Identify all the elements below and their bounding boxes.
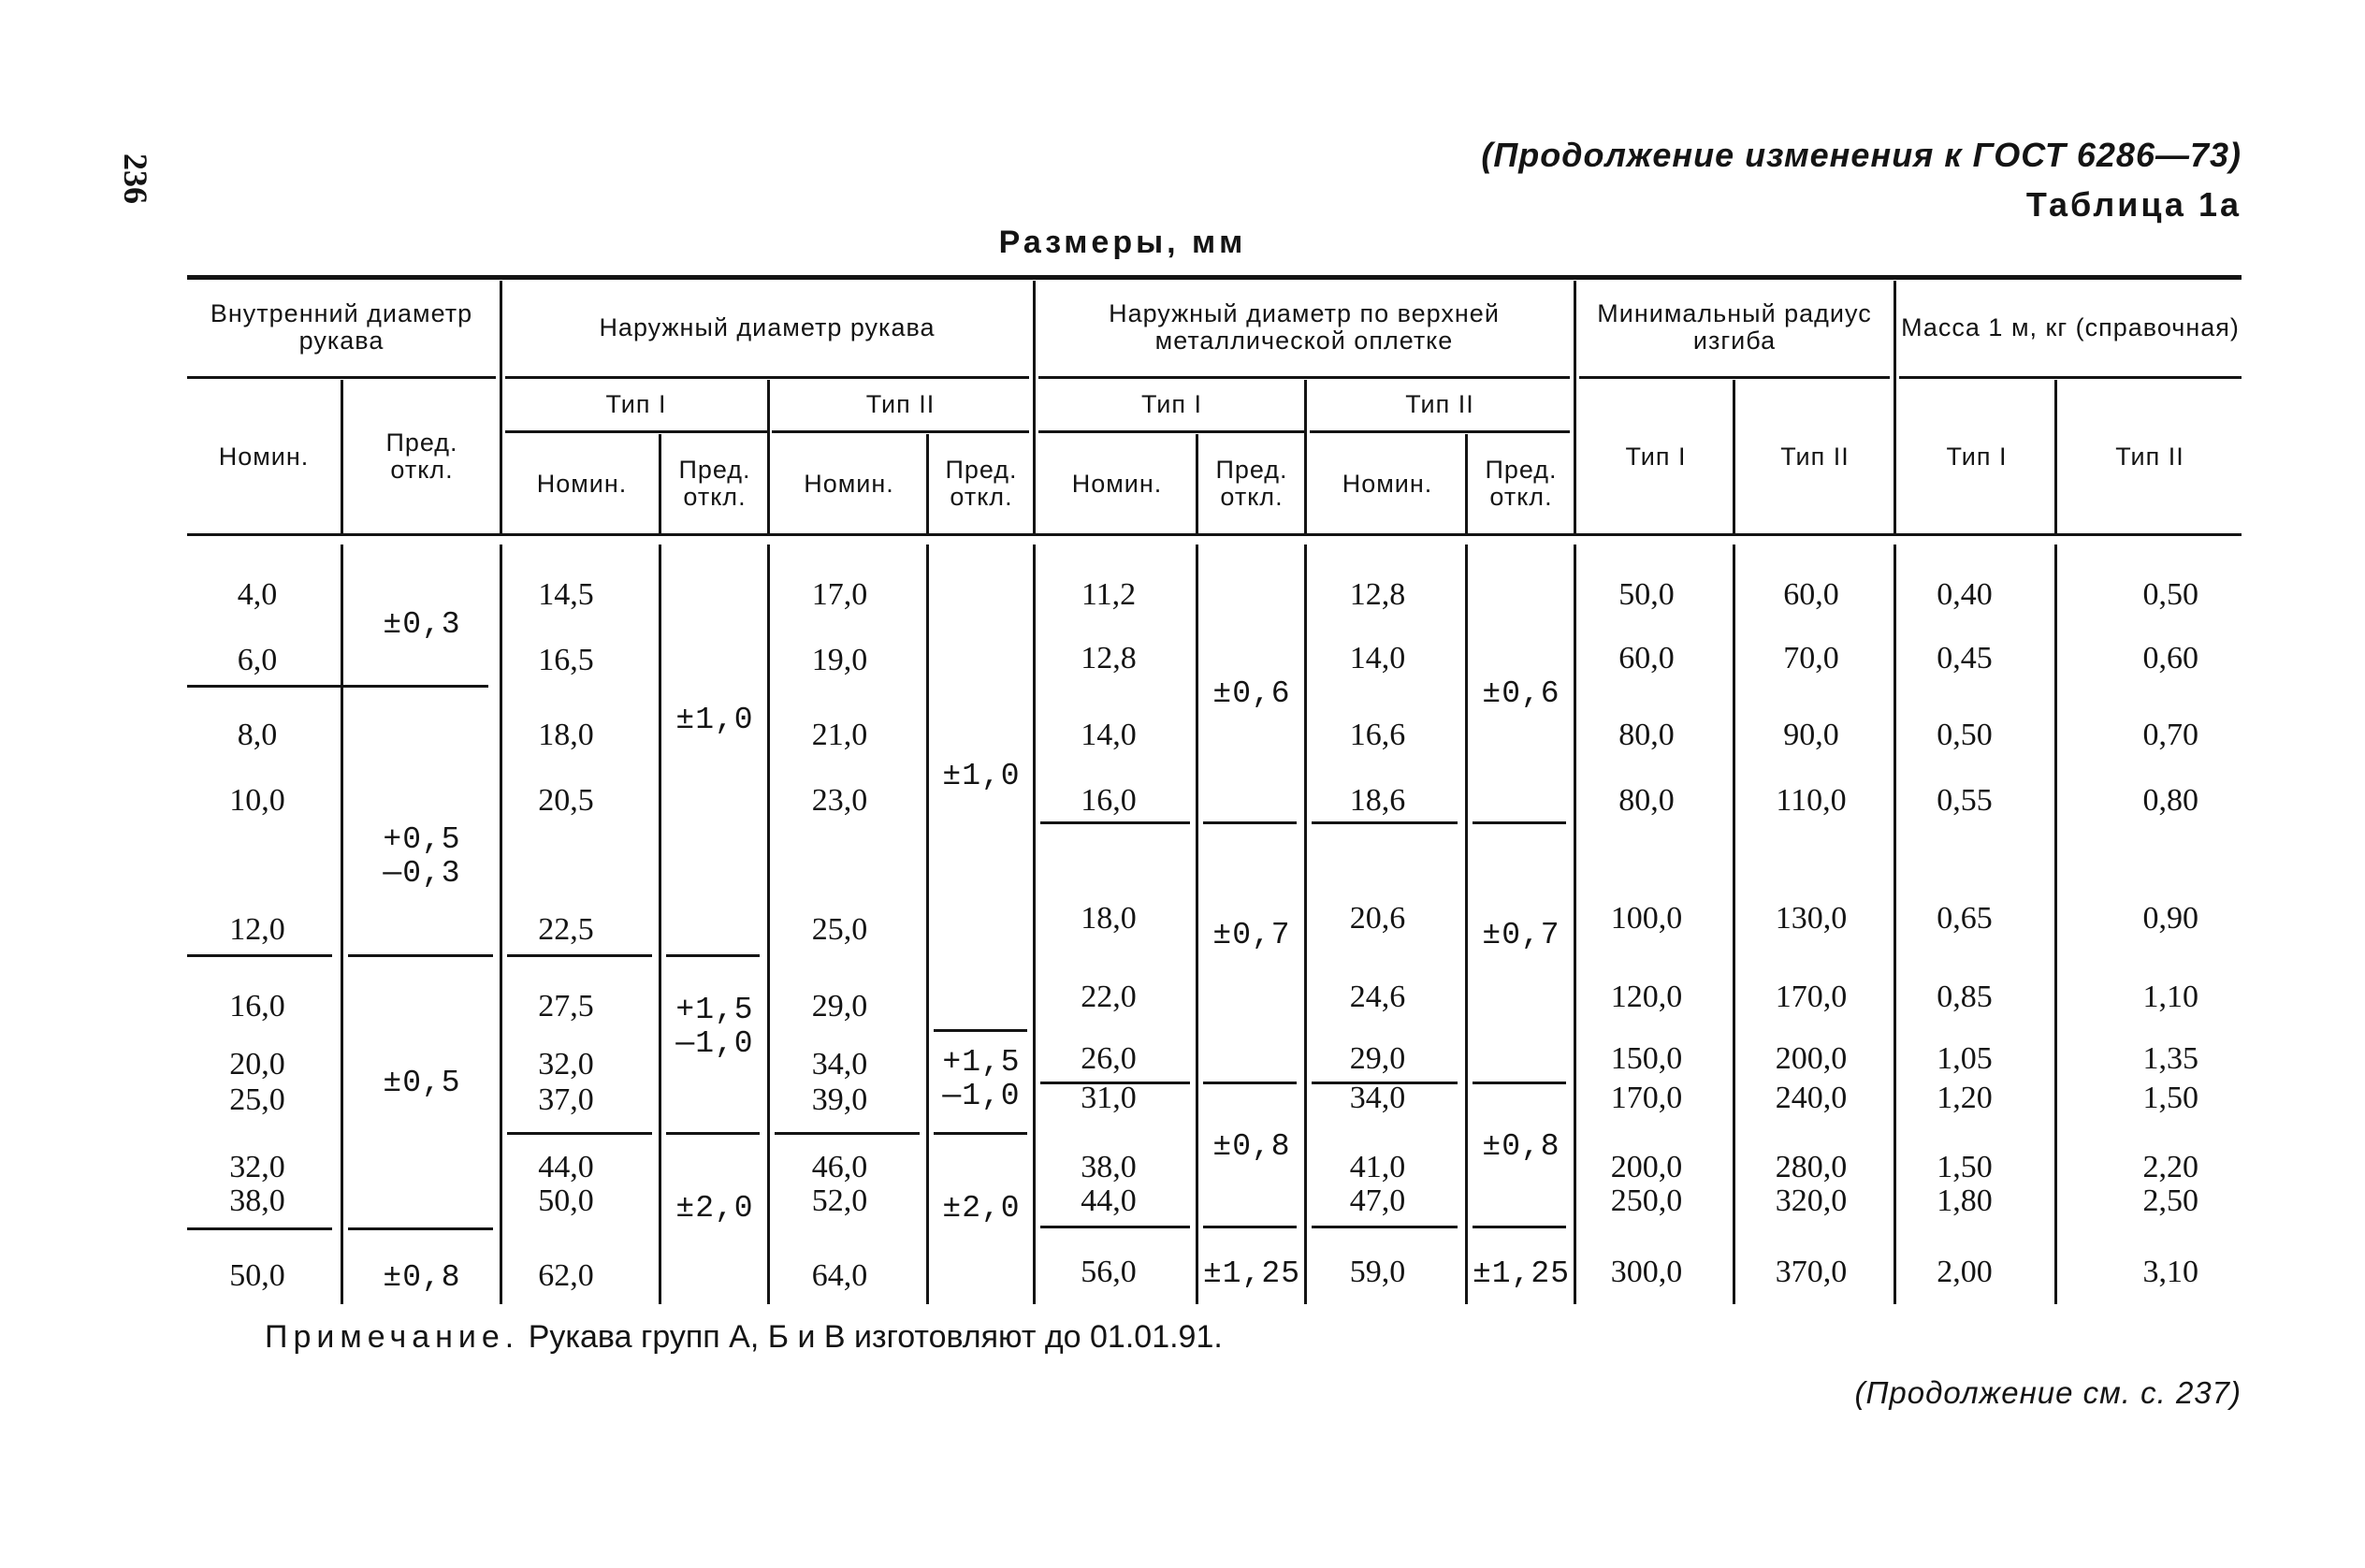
mass-type1-cell: 1,20 [1937, 1081, 1993, 1115]
header-outer1-nomin: Номин. [536, 469, 628, 498]
header-outer-diameter: Наружный диаметр рукава [599, 312, 936, 341]
braid1-nomin-cell: 18,0 [1081, 901, 1137, 936]
outer2-nomin-cell: 39,0 [811, 1082, 868, 1117]
radius-type1-cell: 80,0 [1618, 718, 1675, 752]
outer1-nomin-cell: 50,0 [538, 1183, 594, 1218]
header-radius-type1: Тип I [1625, 442, 1687, 471]
header-radius-type2: Тип II [1780, 442, 1850, 471]
braid2-nomin-cell: 14,0 [1349, 641, 1406, 675]
radius-type2-cell: 240,0 [1775, 1081, 1848, 1115]
header-braid-type2: Тип II [1405, 389, 1474, 418]
mass-type2-cell: 0,80 [2142, 783, 2198, 818]
braid1-nomin-cell: 16,0 [1081, 783, 1137, 818]
outer2-nomin-cell: 34,0 [811, 1047, 868, 1082]
mass-type1-cell: 2,00 [1937, 1255, 1993, 1289]
table-top-rule [187, 275, 2242, 280]
outer1-nomin-cell: 62,0 [538, 1258, 594, 1293]
header-braid-type1: Тип I [1140, 389, 1202, 418]
mass-type1-cell: 0,45 [1937, 641, 1993, 675]
outer2-nomin-cell: 17,0 [811, 577, 868, 612]
inner-nomin-cell: 32,0 [229, 1150, 285, 1184]
continuation-title: (Продолжение изменения к ГОСТ 6286—73) [1481, 136, 2242, 174]
braid1-dev-1: ±0,6 [1212, 676, 1291, 711]
braid1-nomin-cell: 14,0 [1081, 718, 1137, 752]
header-rule-braid [1038, 376, 1570, 379]
radius-type2-cell: 90,0 [1783, 718, 1839, 752]
braid2-nomin-cell: 20,6 [1349, 901, 1406, 936]
header-inner-diameter: Внутренний диаметр рукава [210, 299, 473, 355]
header-braid1-nomin: Номин. [1071, 469, 1163, 498]
mass-type2-cell: 1,50 [2142, 1081, 2198, 1115]
braid1-nomin-cell: 12,8 [1081, 641, 1137, 675]
braid1-nomin-cell: 26,0 [1081, 1041, 1137, 1076]
note-text: Рукава групп А, Б и В изготовляют до 01.01.91. [519, 1319, 1223, 1355]
braid2-dev-4: ±1,25 [1472, 1256, 1571, 1291]
inner-dev-2: +0,5 —0,3 [383, 822, 461, 891]
header-mass-type2: Тип II [2115, 442, 2184, 471]
mass-type2-cell: 2,50 [2142, 1183, 2198, 1218]
radius-type2-cell: 60,0 [1783, 577, 1839, 612]
outer1-nomin-cell: 32,0 [538, 1047, 594, 1082]
header-outer1-dev: Пред. откл. [678, 456, 751, 511]
mass-type2-cell: 1,35 [2142, 1041, 2198, 1076]
outer2-dev-3: ±2,0 [942, 1191, 1021, 1226]
radius-type1-cell: 250,0 [1610, 1183, 1683, 1218]
header-rule-outer [505, 376, 1029, 379]
outer2-nomin-cell: 46,0 [811, 1150, 868, 1184]
outer1-nomin-cell: 14,5 [538, 577, 594, 612]
table-label: Таблица 1а [2025, 185, 2242, 224]
braid1-nomin-cell: 44,0 [1081, 1183, 1137, 1218]
outer1-nomin-cell: 16,5 [538, 643, 594, 677]
radius-type1-cell: 170,0 [1610, 1081, 1683, 1115]
braid1-nomin-cell: 38,0 [1081, 1150, 1137, 1184]
page-number: 236 [117, 153, 154, 204]
inner-dev-1: ±0,3 [383, 607, 461, 642]
inner-nomin-cell: 10,0 [229, 783, 285, 818]
header-outer2-nomin: Номин. [804, 469, 894, 498]
braid2-nomin-cell: 12,8 [1349, 577, 1406, 612]
header-rule-braid-t2 [1310, 430, 1570, 433]
inner-nomin-cell: 12,0 [229, 912, 285, 947]
outer1-nomin-cell: 27,5 [538, 989, 594, 1024]
header-rule-radius [1579, 376, 1890, 379]
braid2-nomin-cell: 34,0 [1349, 1081, 1406, 1115]
continuation-see: (Продолжение см. с. 237) [1854, 1375, 2242, 1410]
braid2-dev-3: ±0,8 [1482, 1129, 1560, 1164]
outer2-nomin-cell: 52,0 [811, 1183, 868, 1218]
header-rule-braid-t1 [1038, 430, 1305, 433]
radius-type2-cell: 110,0 [1776, 783, 1847, 818]
outer1-dev-2: +1,5 —1,0 [675, 993, 754, 1061]
outer2-dev-1: ±1,0 [942, 759, 1021, 793]
braid2-nomin-cell: 24,6 [1349, 980, 1406, 1014]
outer2-nomin-cell: 29,0 [811, 989, 868, 1024]
header-outer2-dev: Пред. откл. [945, 456, 1018, 511]
header-rule-outer-t2 [772, 430, 1029, 433]
header-inner-dev: Пред. откл. [385, 428, 458, 484]
braid1-dev-2: ±0,7 [1212, 918, 1291, 952]
mass-type2-cell: 2,20 [2142, 1150, 2198, 1184]
header-outer-type2: Тип II [865, 389, 936, 418]
inner-nomin-cell: 6,0 [237, 643, 278, 677]
radius-type2-cell: 70,0 [1783, 641, 1839, 675]
outer2-nomin-cell: 19,0 [811, 643, 868, 677]
radius-type2-cell: 170,0 [1775, 980, 1848, 1014]
mass-type2-cell: 0,70 [2142, 718, 2198, 752]
radius-type1-cell: 300,0 [1610, 1255, 1683, 1289]
braid2-nomin-cell: 29,0 [1349, 1041, 1406, 1076]
inner-nomin-cell: 16,0 [229, 989, 285, 1024]
braid2-nomin-cell: 18,6 [1349, 783, 1406, 818]
outer2-nomin-cell: 23,0 [811, 783, 868, 818]
braid2-dev-1: ±0,6 [1482, 676, 1560, 711]
mass-type2-cell: 3,10 [2142, 1255, 2198, 1289]
inner-dev-3: ±0,5 [383, 1066, 461, 1100]
header-rule-outer-t1 [505, 430, 767, 433]
mass-type1-cell: 0,65 [1937, 901, 1993, 936]
mass-type2-cell: 0,90 [2142, 901, 2198, 936]
radius-type1-cell: 100,0 [1610, 901, 1683, 936]
inner-nomin-cell: 25,0 [229, 1082, 285, 1117]
braid1-dev-3: ±0,8 [1212, 1129, 1291, 1164]
outer1-nomin-cell: 37,0 [538, 1082, 594, 1117]
radius-type2-cell: 320,0 [1775, 1183, 1848, 1218]
radius-type2-cell: 280,0 [1775, 1150, 1848, 1184]
mass-type1-cell: 0,85 [1937, 980, 1993, 1014]
radius-type1-cell: 60,0 [1618, 641, 1675, 675]
mass-type1-cell: 1,05 [1937, 1041, 1993, 1076]
braid2-nomin-cell: 59,0 [1349, 1255, 1406, 1289]
braid2-nomin-cell: 41,0 [1349, 1150, 1406, 1184]
mass-type1-cell: 0,40 [1937, 577, 1993, 612]
mass-type1-cell: 1,50 [1937, 1150, 1993, 1184]
braid1-nomin-cell: 31,0 [1081, 1081, 1137, 1115]
outer2-nomin-cell: 25,0 [811, 912, 868, 947]
inner-nomin-cell: 20,0 [229, 1047, 285, 1082]
braid2-nomin-cell: 16,6 [1349, 718, 1406, 752]
header-bottom-rule [187, 533, 2242, 536]
radius-type1-cell: 50,0 [1618, 577, 1675, 612]
outer2-nomin-cell: 64,0 [811, 1258, 868, 1293]
braid1-nomin-cell: 56,0 [1081, 1255, 1137, 1289]
radius-type2-cell: 200,0 [1775, 1041, 1848, 1076]
header-braid2-dev: Пред. откл. [1485, 456, 1558, 511]
header-mass: Масса 1 м, кг (справочная) [1901, 312, 2240, 341]
outer1-nomin-cell: 18,0 [538, 718, 594, 752]
radius-type1-cell: 80,0 [1618, 783, 1675, 818]
radius-type2-cell: 370,0 [1775, 1255, 1848, 1289]
outer1-dev-3: ±2,0 [675, 1191, 754, 1226]
mass-type2-cell: 0,60 [2142, 641, 2198, 675]
header-braid1-dev: Пред. откл. [1215, 456, 1288, 511]
radius-type2-cell: 130,0 [1775, 901, 1848, 936]
mass-type1-cell: 0,50 [1937, 718, 1993, 752]
radius-type1-cell: 200,0 [1610, 1150, 1683, 1184]
braid2-nomin-cell: 47,0 [1349, 1183, 1406, 1218]
header-inner-nomin: Номин. [218, 442, 310, 471]
header-rule-inner [187, 376, 496, 379]
note-label: Примечание. [265, 1319, 520, 1355]
outer1-nomin-cell: 20,5 [538, 783, 594, 818]
outer2-nomin-cell: 21,0 [811, 718, 868, 752]
inner-nomin-cell: 50,0 [229, 1258, 285, 1293]
header-min-radius: Минимальный радиус изгиба [1597, 299, 1872, 355]
radius-type1-cell: 120,0 [1610, 980, 1683, 1014]
mass-type1-cell: 0,55 [1937, 783, 1993, 818]
header-outer-type1: Тип I [605, 389, 667, 418]
inner-dev-4: ±0,8 [383, 1260, 461, 1295]
mass-type2-cell: 0,50 [2142, 577, 2198, 612]
header-mass-type1: Тип I [1946, 442, 2008, 471]
inner-nomin-cell: 8,0 [237, 718, 278, 752]
mass-type1-cell: 1,80 [1937, 1183, 1993, 1218]
outer1-nomin-cell: 22,5 [538, 912, 594, 947]
braid1-nomin-cell: 22,0 [1081, 980, 1137, 1014]
inner-nomin-cell: 4,0 [237, 577, 278, 612]
header-rule-mass [1899, 376, 2242, 379]
braid1-nomin-cell: 11,2 [1081, 577, 1137, 612]
mass-type2-cell: 1,10 [2142, 980, 2198, 1014]
braid1-dev-4: ±1,25 [1202, 1256, 1301, 1291]
inner-nomin-cell: 38,0 [229, 1183, 285, 1218]
table-note [265, 1319, 1223, 1356]
radius-type1-cell: 150,0 [1610, 1041, 1683, 1076]
header-outer-braid: Наружный диаметр по верхней металлической оплетке [1109, 299, 1500, 355]
outer2-dev-2: +1,5 —1,0 [942, 1045, 1021, 1113]
braid2-dev-2: ±0,7 [1482, 918, 1560, 952]
header-braid2-nomin: Номин. [1342, 469, 1433, 498]
outer1-nomin-cell: 44,0 [538, 1150, 594, 1184]
units-caption: Размеры, мм [998, 225, 1247, 260]
outer1-dev-1: ±1,0 [675, 703, 754, 737]
